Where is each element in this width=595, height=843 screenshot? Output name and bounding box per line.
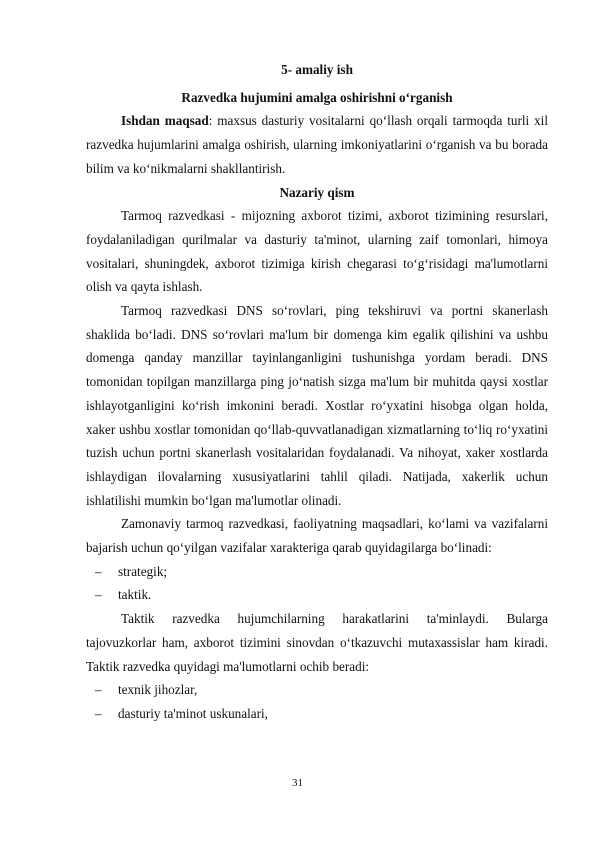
practical-work-heading: 5- amaliy ish: [281, 62, 353, 77]
reconnaissance-types-list: [86, 560, 548, 607]
paragraph-classification: Zamonaviy tarmoq razvedkasi, faoliyatning maqsadlari, ko‘lami va vazifalarni bajarish uchun qo‘yilgan vazifalar xarakteriga qarab quyidagilarga bo‘linadi:: [86, 516, 548, 556]
goal-text: : maxsus dasturiy vositalarni qo‘llash orqali tarmoqda turli xil razvedka hujumlarini amalga oshirish, ularning imkoniyatlarini o‘rganish va bu borada bilim va ko‘nikmalarni shakllantirish.: [86, 113, 549, 176]
paragraph-tactical: Taktik razvedka hujumchilarning harakatlarini ta'minlaydi. Bularga tajovuzkorlar ham, axborot tizimini sinovdan o‘tkazuvchi mutaxassislar ham kiradi. Taktik razvedka quyidagi ma'lumotlarni ochib beradi:: [86, 611, 548, 674]
list-item: – taktik.: [86, 583, 548, 607]
goal-label: Ishdan maqsad: [121, 113, 209, 129]
page-number: 31: [292, 777, 303, 789]
document-page: [86, 58, 548, 726]
paragraph-dns: Tarmoq razvedkasi DNS so‘rovlari, ping tekshiruvi va portni skanerlash shaklida bo‘ladi. DNS so‘rovlari ma'lum bir domenga kim egalik qilishini va ushbu domenga qanday manzillar tayinlanganligini tushunishga yordam beradi. DNS tomonidan topilgan manzillarga ping jo‘natish sizga ma'lum bir muhitda qaysi xostlar ishlayotganligini ko‘rish imkonini beradi. Xostlar ro‘yxatini hisobga olgan holda, xaker ushbu xostlar tomonidan qo‘llab-quvvatlanadigan xizmatlarning to‘liq ro‘yxatini tuzish uchun portni skanerlash vositalaridan foydalanadi. Va nihoyat, xaker xostlarda ishlaydigan ilovalarning xususiyatlarini tahlil qiladi. Natijada, xakerlik uchun ishlatilishi mumkin bo‘lgan ma'lumotlar olinadi.: [86, 303, 548, 508]
paragraph-definition: Tarmoq razvedkasi - mijozning axborot tizimi, axborot tizimining resurslari, foydalaniladigan qurilmalar va dasturiy ta'minot, ularning zaif tomonlari, himoya vositalari, shuningdek, axborot tizimiga kirish chegarasi to‘g‘risidagi ma'lumotlarni olish va qayta ishlash.: [86, 208, 548, 295]
section-title: Nazariy qism: [279, 184, 355, 200]
list-item: – texnik jihozlar,: [86, 678, 548, 702]
list-item: – strategik;: [86, 560, 548, 584]
work-subtitle: Razvedka hujumini amalga oshirishni o‘rganish: [181, 89, 453, 105]
revealed-info-list: [86, 678, 548, 725]
list-item: – dasturiy ta'minot uskunalari,: [86, 702, 548, 726]
goal-paragraph: [86, 109, 548, 180]
